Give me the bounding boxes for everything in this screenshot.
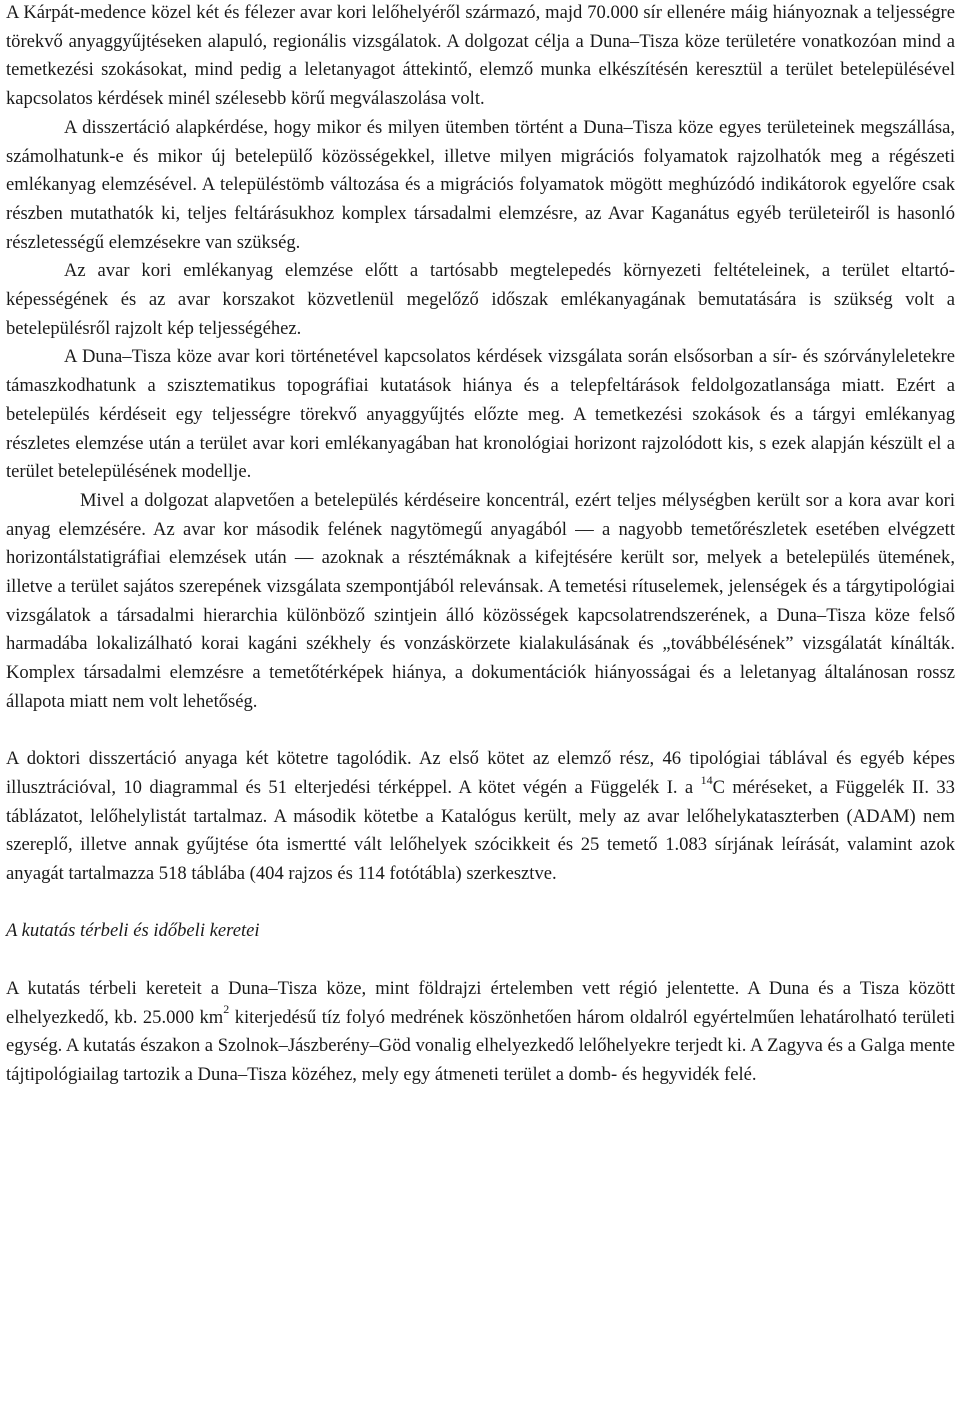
volumes-superscript: 14: [700, 772, 713, 787]
spatial-superscript: 2: [223, 1002, 230, 1017]
volumes-text-b: C méréseket, a Függelék II. 33 táblázatot, lelőhelylistát tartalmaz. A második kötetbe a Katalógus került, mely az avar lelőhelykataszterben (ADAM) nem szereplő, illetve annak gyűjtése óta ismertté vált lelőhelyek szócikkeit és 25 temető 1.083 sírjának leírását, valamint azok anyagát tartalmazza 518 táblába (404 rajzos és 114 fotótábla) szerkesztve.: [6, 776, 955, 885]
paragraph-spacer: [6, 717, 955, 746]
paragraph-intro: A Kárpát-medence közel két és félezer avar kori lelőhelyéről származó, majd 70.000 sír ellenére máig hiányoznak a teljességre törekvő anyaggyűjtéseken alapuló, regionális vizsgálatok. A dolgozat célja a Duna–Tisza köze területére vonatkozóan mind a temetkezési szokásokat, mind pedig a leletanyagot áttekintő, elemző munka elkészítésén keresztül a terület betelepülésével kapcsolatos kérdések minél szélesebb körű megválaszolása volt.: [6, 2, 955, 110]
paragraph-environment: Az avar kori emlékanyag elemzése előtt a tartósabb megtelepedés környezeti feltételeinek, a terület eltartó-képességének és az avar korszakot közvetlenül megelőző időszak emlékanyagának bemutatására is szükség volt a betelepülésről rajzolt kép teljességéhez.: [6, 260, 955, 339]
paragraph-sources: A Duna–Tisza köze avar kori történetével kapcsolatos kérdések vizsgálata során elsősorban a sír- és szórványleletekre támaszkodhatunk a szisztematikus topográfiai kutatások hiánya és a telepfeltárások feldolgozatlansága miatt. Ezért a betelepülés kérdéseit egy teljességre törekvő anyaggyűjtés előzte meg. A temetkezési szokások és a tárgyi emlékanyag részletes elemzése után a terület avar kori emlékanyagában hat kronológiai horizont rajzolódott kis, s ezek alapján készült el a terület betelepülésének modellje.: [6, 346, 955, 483]
paragraph-spacer: [6, 889, 955, 918]
paragraph-spacer: [6, 946, 955, 975]
paragraph-volumes: [6, 745, 955, 889]
spatial-text-a: A kutatás térbeli kereteit a Duna–Tisza köze, mint földrajzi értelemben vett régió jelentette. A Duna és a Tisza között elhelyezkedő, kb. 25.000 km: [6, 977, 955, 1028]
volumes-text-a: A doktori disszertáció anyaga két kötetre tagolódik. Az első kötet az elemző rész, 46 tipológiai táblával és egyéb képes illusztrációval, 10 diagrammal és 51 elterjedési térképpel. A kötet végén a Függelék I. a: [6, 748, 955, 798]
document-page: [6, 0, 955, 1090]
spatial-text-b: kiterjedésű tíz folyó medrének köszönhetően három oldalról egyértelműen lehatárolható területi egység. A kutatás északon a Szolnok–Jászberény–Göd vonalig elhelyezkedő lelőhelyekre terjedt ki. A Zagyva és a Galga mente tájtipológiailag tartozik a Duna–Tisza közéhez, mely egy átmeneti terület a domb- és hegyvidék felé.: [6, 1006, 956, 1085]
paragraph-focus: Mivel a dolgozat alapvetően a betelepülés kérdéseire koncentrál, ezért teljes mélységben került sor a kora avar kori anyag elemzésére. Az avar kor második felének nagytömegű anyagából –– a nagyobb temetőrészletek esetében elvégzett horizontálstatigráfiai elemzések után –– azoknak a résztémáknak a kifejtésére került sor, melyek a betelepülés ütemének, illetve a terület sajátos szerepének vizsgálata szempontjából relevánsak. A temetési rítuselemek, jelenségek és a tárgytipológiai vizsgálatok a társadalmi hierarchia különböző szintjein álló közösségek kapcsolatrendszerének, a Duna–Tisza köze felső harmadába lokalizálható korai kagáni székhely és vonzáskörzete kialakulásának és „továbbélésének” vizsgálatát kínálták. Komplex társadalmi elemzésre a temetőtérképek hiánya, a dokumentációk hiányosságai és a leletanyag általánosan rossz állapota miatt nem volt lehetőség.: [6, 489, 955, 712]
paragraph-spatial-frame: [6, 975, 955, 1090]
section-heading: A kutatás térbeli és időbeli keretei: [6, 920, 260, 942]
paragraph-basic-question: A disszertáció alapkérdése, hogy mikor és milyen ütemben történt a Duna–Tisza köze egyes területeinek megszállása, számolhatunk-e és mikor új betelepülő közösségekkel, illetve milyen migrációs folyamatok rajzolhatók meg a régészeti emlékanyag elemzésével. A településtömb változása és a migrációs folyamatok mögött meghúzódó indikátorok egyelőre csak részben mutathatók ki, teljes feltárásukhoz komplex társadalmi elemzésre, az Avar Kaganátus egyéb területeiről is hasonló részletességű elemzésekre van szükség.: [6, 116, 955, 253]
